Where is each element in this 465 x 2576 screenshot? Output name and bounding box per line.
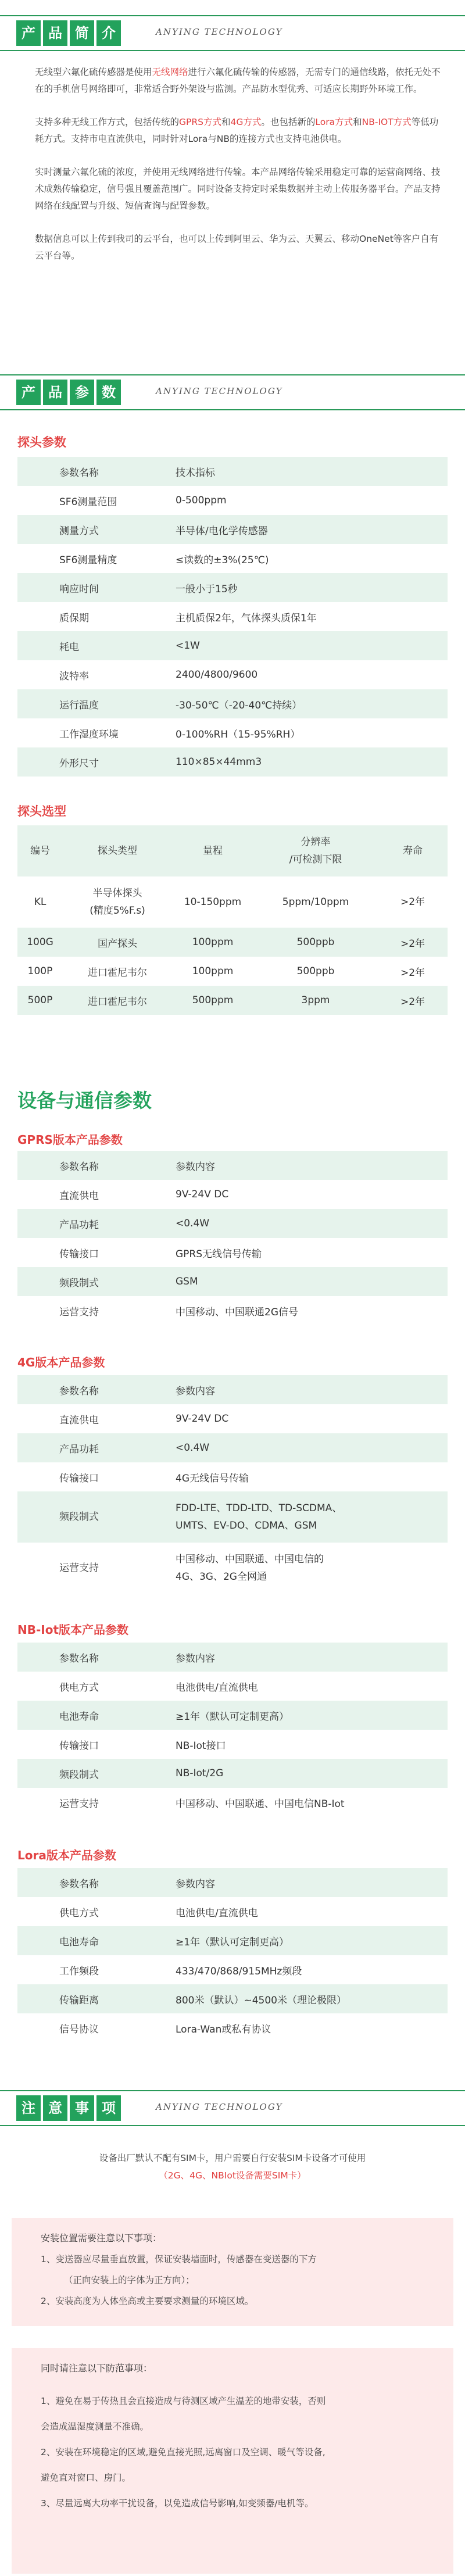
- table-row: 100G 国产探头 100ppm 500ppb >2年: [17, 928, 448, 957]
- title-char: 品: [43, 380, 67, 405]
- section-subtitle: ANYING TECHNOLOGY: [156, 386, 283, 396]
- comm-params-title: 设备与通信参数: [17, 1089, 152, 1112]
- highlight: Lora方式: [315, 117, 353, 127]
- table-row: 外形尺寸 110×85×44mm3: [17, 747, 448, 777]
- title-char: 意: [43, 2095, 67, 2121]
- table-row: 供电方式 电池供电/直流供电: [17, 1672, 448, 1701]
- intro-paragraph-4: 数据信息可以上传到我司的云平台，也可以上传到阿里云、华为云、天翼云、移动OneNet等客户自有云平台等。: [35, 234, 439, 261]
- header-bottom-rule: [0, 50, 465, 51]
- table-row: 运营支持 中国移动、中国联通、中国电信的 4G、3G、2G全网通: [17, 1543, 448, 1594]
- sim-notice-highlight: （2G、4G、NBIot设备需要SIM卡）: [159, 2170, 306, 2181]
- table-row: 供电方式 电池供电/直流供电: [17, 1897, 448, 1926]
- table-row: 波特率 2400/4800/9600: [17, 660, 448, 689]
- table-row: 工作频段 433/470/868/915MHz频段: [17, 1955, 448, 1984]
- nbiot-params-title: NB-Iot版本产品参数: [17, 1623, 129, 1637]
- lora-params-title: Lora版本产品参数: [17, 1848, 116, 1862]
- title-char: 事: [70, 2095, 94, 2121]
- table-row: 直流供电 9V-24V DC: [17, 1404, 448, 1433]
- table-row: 直流供电 9V-24V DC: [17, 1180, 448, 1209]
- avoid-notice-line: 2、安装在环境稳定的区域,避免直接光照,远离窗口及空调、暖气等设备,: [41, 2447, 326, 2457]
- section-title: [16, 380, 123, 405]
- table-row: 100P 进口霍尼韦尔 100ppm 500ppb >2年: [17, 957, 448, 986]
- probe-select-table: [17, 825, 448, 1015]
- table-row: 500P 进口霍尼韦尔 500ppm 3ppm >2年: [17, 986, 448, 1015]
- title-char: 注: [16, 2095, 41, 2121]
- table-row: 参数名称 参数内容: [17, 1375, 448, 1404]
- table-row: 质保期 主机质保2年，气体探头质保1年: [17, 602, 448, 631]
- table-row: 传输距离 800米（默认）~4500米（理论极限）: [17, 1984, 448, 2013]
- intro-paragraph-3: 实时测量六氟化硫的浓度，并使用无线网络进行传输。本产品网络传输采用稳定可靠的运营商网络、技术成熟传输稳定，信号强且覆盖范围广。同时设备支持定时采集数据并主动上传服务器平台。产品支持网络在线配置与升级、短信查询与配置参数。: [35, 167, 441, 211]
- highlight: 4G方式: [230, 117, 262, 127]
- avoid-notice-line: 3、尽量远离大功率干扰设备，以免造成信号影响,如变频器/电机等。: [41, 2498, 314, 2509]
- avoid-notice-line: 会造成温湿度测量不准确。: [41, 2421, 149, 2432]
- section-header-params: [0, 374, 465, 410]
- title-char: 产: [16, 380, 41, 405]
- sim-notice: [12, 2149, 453, 2184]
- install-notice-box: [12, 2218, 453, 2326]
- probe-params-table: [17, 457, 448, 777]
- intro-paragraph-1: 无线型六氟化硫传感器是使用无线网络进行六氟化硫传输的传感器，无需专门的通信线路，依托无处不在的手机信号网络即可，非常适合野外架设与监测。产品防水型优秀、可适应长期野外环境工作。: [35, 67, 441, 94]
- table-row: 频段制式 GSM: [17, 1267, 448, 1296]
- title-char: 数: [96, 380, 121, 405]
- install-notice-line: 1、变送器应尽量垂直放置，保证安装墙面时，传感器在变送器的下方: [41, 2254, 317, 2264]
- table-row: SF6测量精度 ≤读数的±3%(25℃): [17, 544, 448, 573]
- table-row: 运行温度 -30-50℃（-20-40℃持续）: [17, 689, 448, 718]
- install-notice-title: 安装位置需要注意以下事项：: [41, 2232, 162, 2244]
- sim-notice-line: 设备出厂默认不配有SIM卡，用户需要自行安装SIM卡设备才可使用: [99, 2153, 366, 2163]
- avoid-notice-line: 避免直对窗口、房门。: [41, 2473, 131, 2483]
- title-char: 产: [16, 20, 41, 46]
- table-row: 频段制式 FDD-LTE、TDD-LTD、TD-SCDMA、 UMTS、EV-DO、CDMA、GSM: [17, 1491, 448, 1543]
- table-row: KL 半导体探头 (精度5%F.s) 10-150ppm 5ppm/10ppm >2年: [17, 876, 448, 928]
- avoid-notice-line: 1、避免在易于传热且会直接造成与待测区域产生温差的地带安装，否则: [41, 2396, 326, 2406]
- nbiot-params-table: [17, 1643, 448, 1817]
- table-row: SF6测量范围 0-500ppm: [17, 486, 448, 515]
- table-row: 工作湿度环境 0-100%RH（15-95%RH）: [17, 718, 448, 747]
- header-top-rule: [0, 15, 465, 16]
- table-row: 电池寿命 ≥1年（默认可定制更高）: [17, 1926, 448, 1955]
- gprs-params-table: [17, 1151, 448, 1325]
- table-row: 产品功耗 <0.4W: [17, 1209, 448, 1238]
- header-bottom-rule: [0, 2125, 465, 2126]
- table-row: 响应时间 一般小于15秒: [17, 573, 448, 602]
- highlight: GPRS方式: [179, 117, 221, 127]
- table-row: 参数名称 参数内容: [17, 1643, 448, 1672]
- section-header-notice: [0, 2090, 465, 2126]
- lora-params-table: [17, 1868, 448, 2042]
- table-row: 信号协议 Lora-Wan或私有协议: [17, 2013, 448, 2042]
- highlight: NB-IOT方式: [362, 117, 412, 127]
- table-row: 测量方式 半导体/电化学传感器: [17, 515, 448, 544]
- section-title: [16, 2095, 123, 2121]
- table-row: 传输接口 GPRS无线信号传输: [17, 1238, 448, 1267]
- table-row: 频段制式 NB-Iot/2G: [17, 1759, 448, 1788]
- section-title: [16, 20, 123, 46]
- gprs-params-title: GPRS版本产品参数: [17, 1133, 123, 1147]
- section-subtitle: ANYING TECHNOLOGY: [156, 27, 283, 37]
- install-notice-line: （正向安装上的字体为正方向）；: [64, 2275, 195, 2285]
- table-row: 编号 探头类型 量程 分辨率 /可检测下限 寿命: [17, 825, 448, 876]
- header-top-rule: [0, 374, 465, 375]
- header-bottom-rule: [0, 409, 465, 410]
- table-row: 参数名称 参数内容: [17, 1868, 448, 1897]
- table-row: 耗电 <1W: [17, 631, 448, 660]
- probe-select-title: 探头选型: [17, 804, 66, 818]
- avoid-notice-box: [12, 2348, 453, 2574]
- title-char: 品: [43, 20, 67, 46]
- intro-text: [35, 64, 442, 281]
- title-char: 参: [70, 380, 94, 405]
- section-subtitle: ANYING TECHNOLOGY: [156, 2102, 283, 2112]
- intro-paragraph-2: 支持多种无线工作方式，包括传统的GPRS方式和4G方式。也包括新的Lora方式和NB-IOT方式等低功耗方式。支持市电直流供电，同时针对Lora与NB的连接方式也支持电池供电。: [35, 117, 439, 144]
- table-row: 运营支持 中国移动、中国联通2G信号: [17, 1296, 448, 1325]
- avoid-notice-title: 同时请注意以下防范事项：: [41, 2363, 153, 2374]
- 4g-params-title: 4G版本产品参数: [17, 1355, 105, 1369]
- title-char: 介: [96, 20, 121, 46]
- table-row: 传输接口 NB-Iot接口: [17, 1730, 448, 1759]
- install-notice-line: 2、安装高度为人体坐高或主要要求测量的环境区域。: [41, 2296, 254, 2306]
- section-header-intro: [0, 15, 465, 51]
- header-top-rule: [0, 2090, 465, 2091]
- title-char: 项: [96, 2095, 121, 2121]
- table-row: 参数名称 技术指标: [17, 457, 448, 486]
- 4g-params-table: [17, 1375, 448, 1594]
- highlight: 无线网络: [152, 67, 188, 77]
- table-row: 运营支持 中国移动、中国联通、中国电信NB-Iot: [17, 1788, 448, 1817]
- table-row: 电池寿命 ≥1年（默认可定制更高）: [17, 1701, 448, 1730]
- table-row: 传输接口 4G无线信号传输: [17, 1462, 448, 1491]
- table-row: 参数名称 参数内容: [17, 1151, 448, 1180]
- probe-params-title: 探头参数: [17, 435, 66, 449]
- title-char: 简: [70, 20, 94, 46]
- table-row: 产品功耗 <0.4W: [17, 1433, 448, 1462]
